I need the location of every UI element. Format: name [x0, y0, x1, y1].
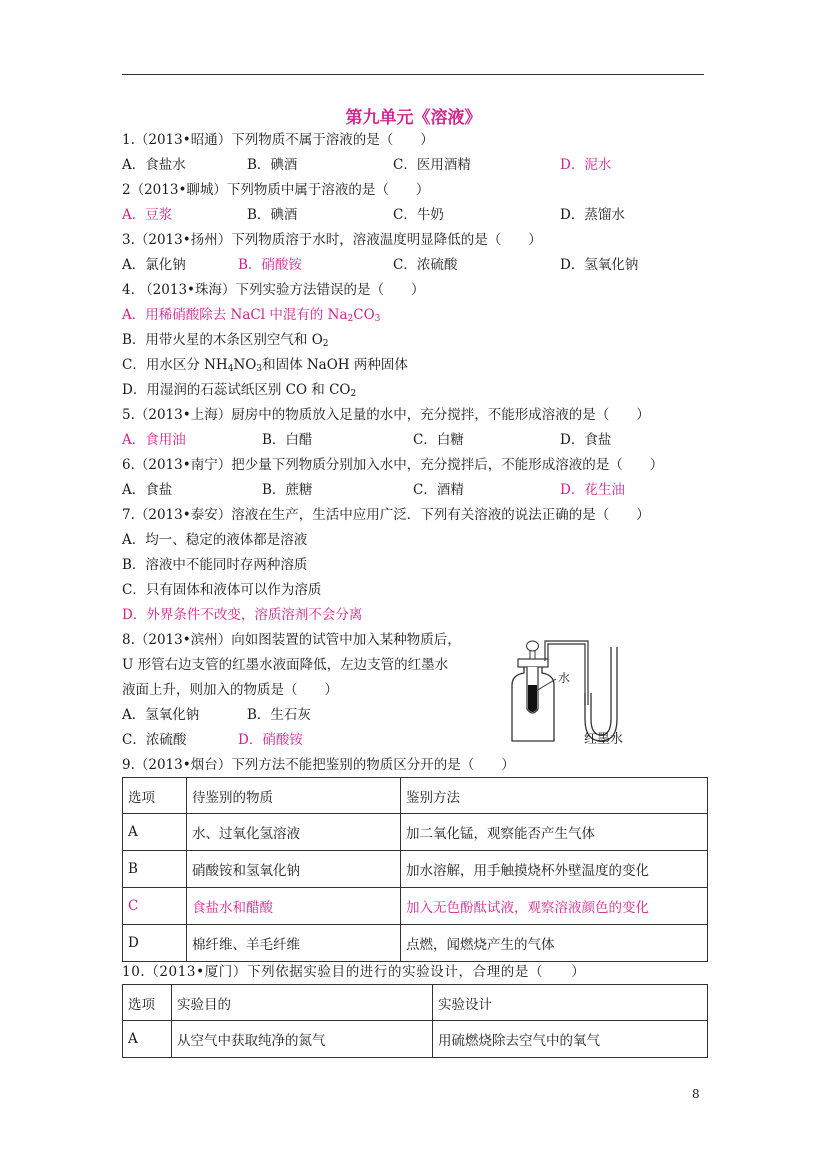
table-header-row [123, 778, 708, 814]
table-cell: 棉纤维、羊毛纤维 [187, 925, 401, 962]
q5-stem: 5.（2013•上海）厨房中的物质放入足量的水中，充分搅拌，不能形成溶液的是（ ） [122, 407, 650, 423]
table-cell: C [123, 888, 187, 925]
table-cell: B [123, 851, 187, 888]
page-number: 8 [692, 1087, 700, 1101]
q1-stem: 1.（2013•昭通）下列物质不属于溶液的是（ ） [122, 132, 434, 148]
table-cell: 加入无色酚酞试液，观察溶液颜色的变化 [401, 888, 708, 925]
table-row [123, 851, 708, 888]
q2-option-b: B．碘酒 [247, 207, 298, 223]
q8-option-b: B．生石灰 [247, 707, 311, 723]
table-cell: 水、过氧化氢溶液 [187, 814, 401, 851]
q1-option-b: B．碘酒 [247, 157, 298, 173]
q4-option-a: A．用稀硝酸除去 NaCl 中混有的 $Na_2CO_3$ [122, 307, 381, 324]
q10-stem: 10.（2013•厦门）下列依据实验目的进行的实验设计，合理的是（ ） [122, 964, 586, 980]
header-cell: 待鉴别的物质 [187, 778, 401, 814]
page-title: 第九单元《溶液》 [345, 108, 482, 128]
q2-option-a: A．豆浆 [122, 207, 173, 223]
q7-option-c: C．只有固体和液体可以作为溶质 [122, 582, 322, 598]
table-cell: A [123, 1021, 172, 1058]
q9-stem: 9.（2013•烟台）下列方法不能把鉴别的物质区分开的是（ ） [122, 757, 515, 773]
table-cell: 加二氧化锰，观察能否产生气体 [401, 814, 708, 851]
table-header-row [123, 985, 708, 1021]
q8-option-a: A．氢氧化钠 [122, 707, 200, 723]
q6-option-a: A．食盐 [122, 482, 173, 498]
q1-option-c: C．医用酒精 [393, 157, 471, 173]
header-cell: 选项 [123, 985, 172, 1021]
q1-option-a: A．食盐水 [122, 157, 186, 173]
q6-option-d: D．花生油 [560, 482, 625, 498]
header-cell: 鉴别方法 [401, 778, 708, 814]
q7-option-b: B．溶液中不能同时存两种溶质 [122, 557, 308, 573]
q2-option-d: D．蒸馏水 [560, 207, 625, 223]
table-cell: 硝酸铵和氢氧化钠 [187, 851, 401, 888]
q1-option-d: D．泥水 [560, 157, 612, 173]
q6-stem: 6.（2013•南宁）把少量下列物质分别加入水中，充分搅拌后，不能形成溶液的是（ ） [122, 457, 664, 473]
q8-option-c: C．浓硫酸 [122, 732, 187, 748]
header-rule [122, 74, 704, 75]
q4-option-d: D．用湿润的石蕊试纸区别 CO 和 $CO_2$ [122, 382, 357, 399]
q5-option-d: D．食盐 [560, 432, 612, 448]
table-row [123, 814, 708, 851]
water-label: 水 [558, 671, 571, 685]
table-cell: 食盐水和醋酸 [187, 888, 401, 925]
q8-stem-line-2: U 形管右边支管的红墨水液面降低，左边支管的红墨水 [122, 657, 449, 673]
q3-option-d: D．氢氧化钠 [560, 257, 639, 273]
q7-option-a: A．均一、稳定的液体都是溶液 [122, 532, 308, 548]
q6-option-b: B．蔗糖 [262, 482, 313, 498]
table-cell: 用硫燃烧除去空气中的氧气 [433, 1021, 708, 1058]
q2-option-c: C．牛奶 [393, 207, 444, 223]
q3-option-c: C．浓硫酸 [393, 257, 458, 273]
table-cell: 点燃，闻燃烧产生的气体 [401, 925, 708, 962]
q3-option-b: B．硝酸铵 [238, 257, 302, 273]
q4-option-b: B．用带火星的木条区别空气和 $O_2$ [122, 332, 329, 349]
q10-table [122, 984, 708, 1058]
q8-stem-line-3: 液面上升，则加入的物质是（ ） [122, 682, 338, 698]
table-cell: 加水溶解，用手触摸烧杯外壁温度的变化 [401, 851, 708, 888]
q2-stem: 2（2013•聊城）下列物质中属于溶液的是（ ） [122, 182, 430, 198]
q7-stem: 7.（2013•泰安）溶液在生产，生活中应用广泛．下列有关溶液的说法正确的是（ ） [122, 507, 650, 523]
q3-stem: 3.（2013•扬州）下列物质溶于水时，溶液温度明显降低的是（ ） [122, 232, 542, 248]
q5-option-c: C．白糖 [413, 432, 464, 448]
q7-option-d: D．外界条件不改变，溶质溶剂不会分离 [122, 607, 363, 623]
q4-option-c: C．用水区分 $NH_4NO_3$和固体 NaOH 两种固体 [122, 357, 408, 374]
table-row [123, 888, 708, 925]
q8-stem-line-1: 8.（2013•滨州）向如图装置的试管中加入某种物质后， [122, 632, 461, 648]
q8-option-d: D．硝酸铵 [238, 732, 303, 748]
table-cell: D [123, 925, 187, 962]
header-cell: 实验目的 [172, 985, 433, 1021]
q6-option-c: C．酒精 [413, 482, 464, 498]
table-cell: 从空气中获取纯净的氮气 [172, 1021, 433, 1058]
q9-table [122, 777, 708, 962]
header-cell: 选项 [123, 778, 187, 814]
table-row [123, 1021, 708, 1058]
table-row [123, 925, 708, 962]
header-cell: 实验设计 [433, 985, 708, 1021]
table-cell: A [123, 814, 187, 851]
q5-option-a: A．食用油 [122, 432, 186, 448]
red-ink-label: 红墨水 [584, 731, 624, 746]
q5-option-b: B．白醋 [262, 432, 313, 448]
q3-option-a: A．氯化钠 [122, 257, 186, 273]
q4-stem: 4. （2013•珠海）下列实验方法错误的是（ ） [122, 282, 425, 298]
